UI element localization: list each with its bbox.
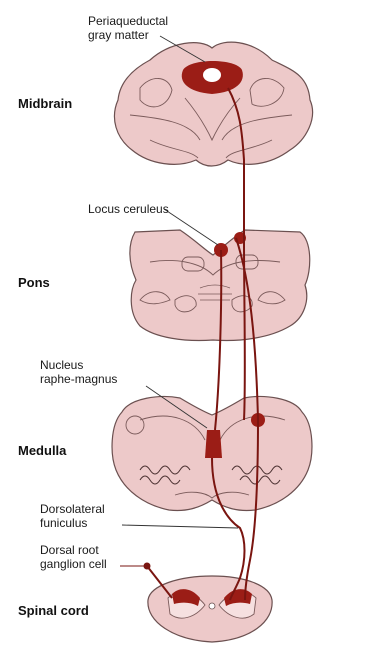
dorsolateral-funiculus-label: Dorsolateral funiculus — [40, 502, 105, 530]
level-midbrain: Midbrain — [18, 96, 73, 111]
spinal-cord-section — [148, 576, 272, 642]
level-pons: Pons — [18, 275, 50, 290]
periaqueductal-label-line2: gray matter — [88, 28, 149, 42]
periaqueductal-label — [88, 14, 168, 42]
midbrain-section — [114, 42, 312, 166]
level-spinal-cord: Spinal cord — [18, 603, 89, 618]
nucleus-raphe-magnus — [205, 430, 222, 458]
aqueduct — [203, 68, 221, 82]
nucleus-raphe-magnus-label: Nucleus raphe-magnus — [40, 358, 118, 386]
periaqueductal-label-line1: Periaqueductal — [88, 14, 169, 28]
locus-ceruleus-label: Locus ceruleus — [88, 202, 169, 216]
dorsal-root-ganglion-label: Dorsal root ganglion cell — [40, 543, 107, 571]
medulla-section — [112, 397, 312, 511]
level-medulla: Medulla — [18, 443, 67, 458]
